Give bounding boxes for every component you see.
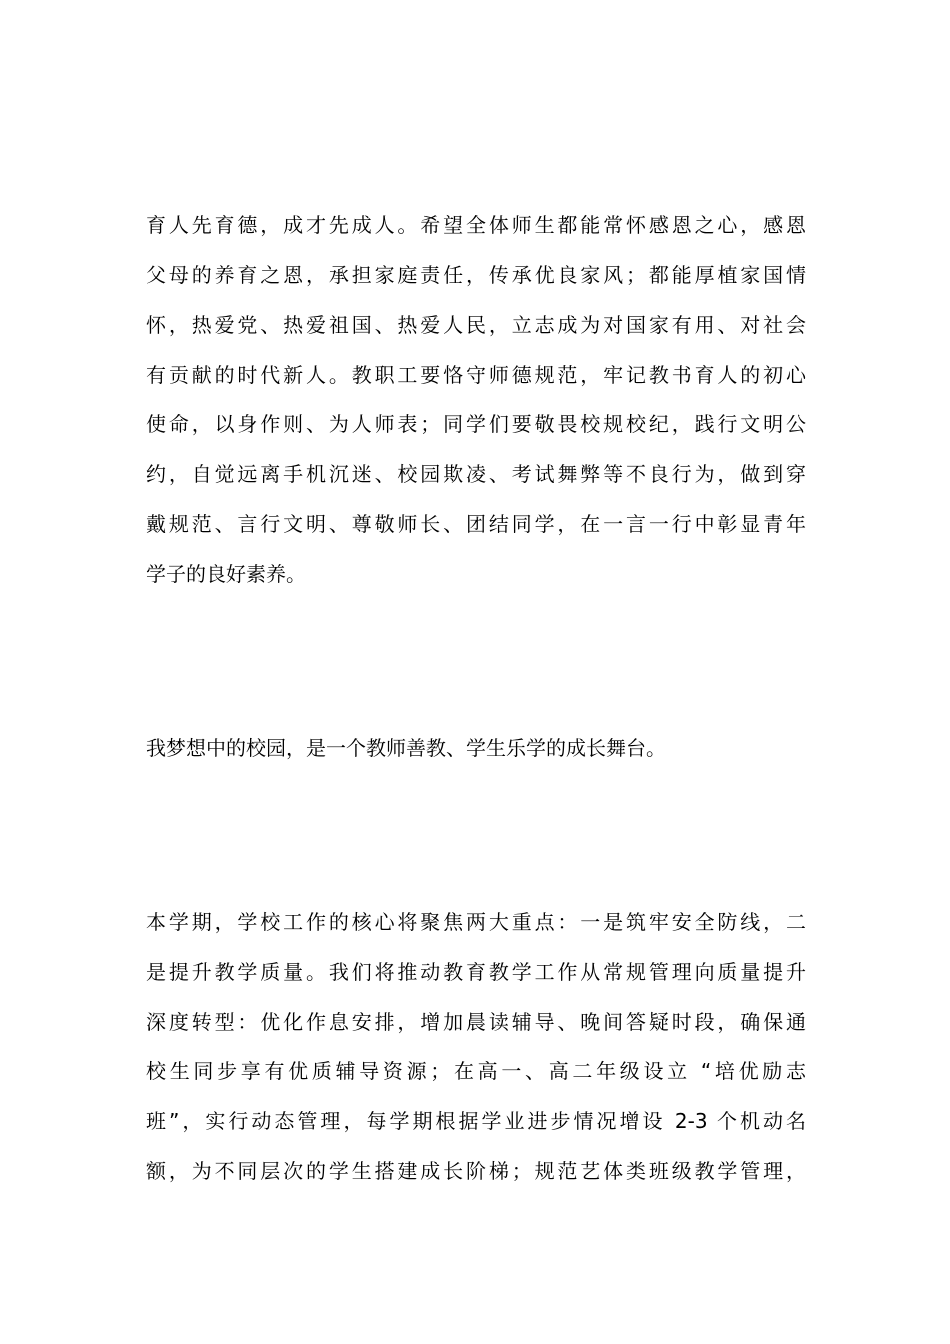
paragraph-line: 我梦想中的校园，是一个教师善教、学生乐学的成长舞台。 [146, 736, 666, 760]
paragraph-line: 父母的养育之恩，承担家庭责任，传承优良家风；都能厚植家国情 [146, 263, 806, 287]
paragraph-line: 学子的良好素养。 [146, 562, 306, 586]
paragraph-line: 深度转型：优化作息安排，增加晨读辅导、晚间答疑时段，确保通 [146, 1010, 806, 1034]
paragraph-line: 是提升教学质量。我们将推动教育教学工作从常规管理向质量提升 [146, 960, 806, 984]
paragraph-line: 戴规范、言行文明、尊敬师长、团结同学，在一言一行中彰显青年 [146, 512, 806, 536]
paragraph-line: 怀，热爱党、热爱祖国、热爱人民，立志成为对国家有用、对社会 [146, 313, 806, 337]
paragraph-line: 本学期，学校工作的核心将聚焦两大重点：一是筑牢安全防线，二 [146, 910, 806, 934]
paragraph-line: 约，自觉远离手机沉迷、校园欺凌、考试舞弊等不良行为，做到穿 [146, 462, 806, 486]
paragraph-line: 育人先育德，成才先成人。希望全体师生都能常怀感恩之心，感恩 [146, 213, 806, 237]
paragraph-line: 校生同步享有优质辅导资源；在高一、高二年级设立 “培优励志 [146, 1059, 806, 1083]
paragraph-line: 有贡献的时代新人。教职工要恪守师德规范，牢记教书育人的初心 [146, 363, 806, 387]
paragraph-line: 班”，实行动态管理，每学期根据学业进步情况增设 2-3 个机动名 [146, 1109, 806, 1133]
paragraph-line: 额，为不同层次的学生搭建成长阶梯；规范艺体类班级教学管理， [146, 1159, 806, 1183]
paragraph-line: 使命，以身作则、为人师表；同学们要敬畏校规校纪，践行文明公 [146, 412, 806, 436]
